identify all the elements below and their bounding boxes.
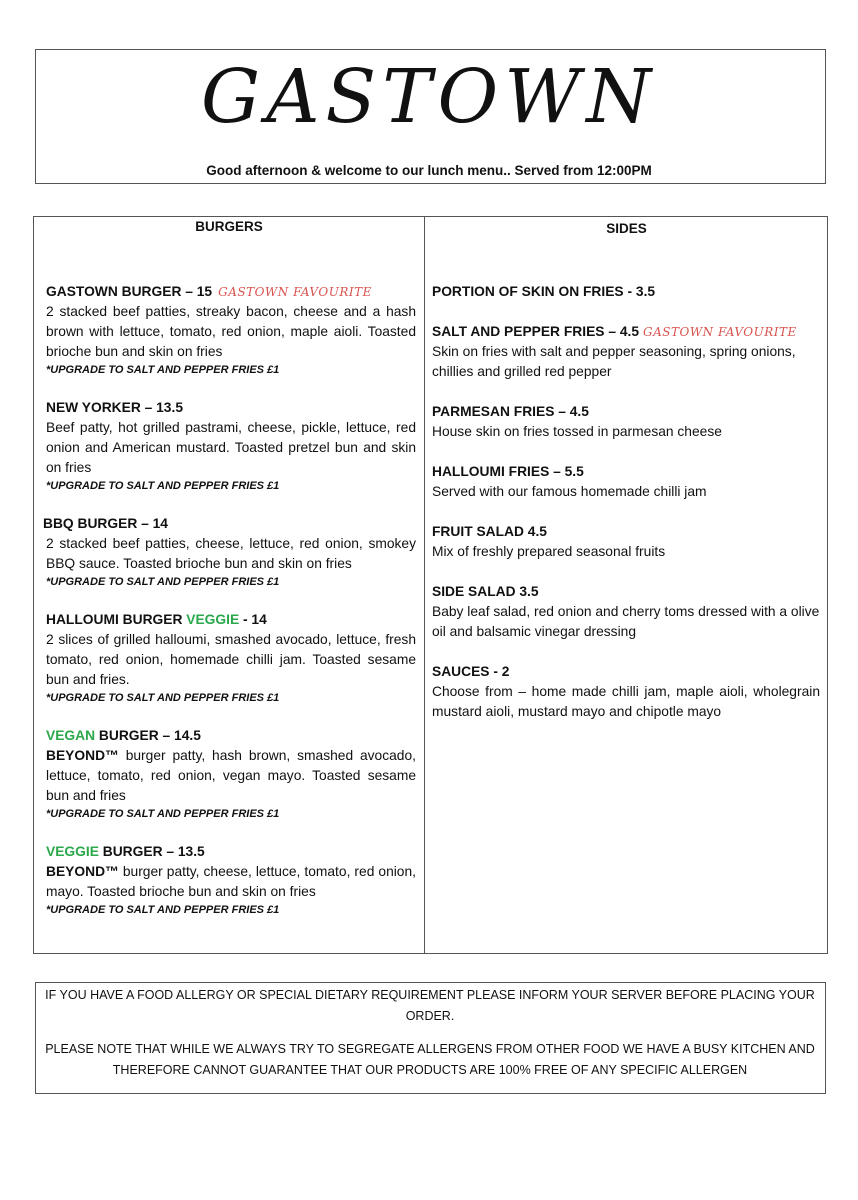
allergen-disclaimer: PLEASE NOTE THAT WHILE WE ALWAYS TRY TO SEGREGATE ALLERGENS FROM OTHER FOOD WE HAVE A BUSY KITCHEN AND THEREFORE CANNOT GUARANTEE THAT OUR PRODUCTS ARE 100% FREE OF ANY SPECIFIC ALLERGEN	[45, 1042, 815, 1077]
vegan-tag: VEGAN	[46, 728, 96, 743]
burger-item-gastown	[46, 282, 416, 378]
burger-item-halloumi	[46, 610, 416, 706]
item-name: HALLOUMI FRIES – 5.5	[432, 464, 584, 479]
side-item-halloumi-fries	[432, 462, 820, 502]
burger-item-bbq	[43, 514, 416, 590]
favourite-badge: GASTOWN FAVOURITE	[218, 285, 372, 299]
item-description: Served with our famous homemade chilli jam	[432, 484, 707, 499]
upgrade-note: *UPGRADE TO SALT AND PEPPER FRIES £1	[46, 576, 280, 588]
item-name: NEW YORKER – 13.5	[46, 400, 183, 415]
veggie-tag: VEGGIE	[46, 844, 99, 859]
item-description: Baby leaf salad, red onion and cherry toms dressed with a olive oil and balsamic vinegar dressing	[432, 604, 820, 639]
sides-column	[432, 282, 820, 742]
item-description: 2 stacked beef patties, streaky bacon, cheese and a hash brown with lettuce, tomato, red onion, maple aioli. Toasted brioche bun and skin on fries	[46, 304, 416, 359]
item-name: SIDE SALAD 3.5	[432, 584, 539, 599]
item-description: Mix of freshly prepared seasonal fruits	[432, 544, 666, 559]
item-name: PORTION OF SKIN ON FRIES - 3.5	[432, 284, 656, 299]
item-name: VEGGIE BURGER – 13.5	[46, 844, 205, 859]
item-name: PARMESAN FRIES – 4.5	[432, 404, 589, 419]
burgers-title: BURGERS	[195, 219, 263, 234]
allergy-notice: IF YOU HAVE A FOOD ALLERGY OR SPECIAL DIETARY REQUIREMENT PLEASE INFORM YOUR SERVER BEFORE PLACING YOUR ORDER.	[45, 988, 815, 1023]
side-item-side-salad	[432, 582, 820, 642]
item-description: 2 slices of grilled halloumi, smashed avocado, lettuce, fresh tomato, red onion, homemade chilli jam. Toasted sesame bun and fries.	[46, 632, 416, 687]
side-item-parmesan-fries	[432, 402, 820, 442]
item-description: House skin on fries tossed in parmesan cheese	[432, 424, 722, 439]
favourite-badge: GASTOWN FAVOURITE	[643, 325, 797, 339]
item-name: FRUIT SALAD 4.5	[432, 524, 547, 539]
column-divider	[424, 216, 425, 954]
upgrade-note: *UPGRADE TO SALT AND PEPPER FRIES £1	[46, 480, 280, 492]
item-description: BEYOND™ burger patty, hash brown, smashed avocado, lettuce, tomato, red onion, vegan mayo. Toasted sesame bun and fries	[46, 748, 416, 803]
item-description: BEYOND™ burger patty, cheese, lettuce, tomato, red onion, mayo. Toasted brioche bun and skin on fries	[46, 864, 416, 899]
side-item-fries	[432, 282, 820, 302]
item-name: VEGAN BURGER – 14.5	[46, 728, 201, 743]
veggie-tag: VEGGIE	[186, 612, 240, 627]
item-name: BBQ BURGER – 14	[43, 516, 168, 531]
welcome-text: Good afternoon & welcome to our lunch menu.. Served from 12:00PM	[206, 163, 652, 178]
item-name: HALLOUMI BURGER VEGGIE - 14	[46, 612, 267, 627]
item-description: 2 stacked beef patties, cheese, lettuce, red onion, smokey BBQ sauce. Toasted brioche bun and skin on fries	[46, 536, 416, 571]
upgrade-note: *UPGRADE TO SALT AND PEPPER FRIES £1	[46, 364, 280, 376]
item-description: Skin on fries with salt and pepper seasoning, spring onions, chillies and grilled red pepper	[432, 344, 796, 379]
item-description: Choose from – home made chilli jam, maple aioli, wholegrain mustard aioli, mustard mayo and chipotle mayo	[432, 684, 820, 719]
item-name: SAUCES - 2	[432, 664, 510, 679]
side-item-sauces	[432, 662, 820, 722]
item-name: GASTOWN BURGER – 15 GASTOWN FAVOURITE	[46, 284, 372, 299]
side-item-fruit-salad	[432, 522, 820, 562]
burger-item-veggie	[46, 842, 416, 918]
upgrade-note: *UPGRADE TO SALT AND PEPPER FRIES £1	[46, 808, 280, 820]
upgrade-note: *UPGRADE TO SALT AND PEPPER FRIES £1	[46, 904, 280, 916]
upgrade-note: *UPGRADE TO SALT AND PEPPER FRIES £1	[46, 692, 280, 704]
item-name: SALT AND PEPPER FRIES – 4.5 GASTOWN FAVOURITE	[432, 324, 797, 339]
burger-item-vegan	[46, 726, 416, 822]
sides-title: SIDES	[606, 221, 647, 236]
item-description: Beef patty, hot grilled pastrami, cheese, pickle, lettuce, red onion and American mustard. Toasted pretzel bun and skin on fries	[46, 420, 416, 475]
logo: GASTOWN	[200, 54, 658, 140]
burger-item-new-yorker	[46, 398, 416, 494]
burgers-column	[43, 282, 416, 938]
side-item-salt-pepper-fries	[432, 322, 820, 382]
